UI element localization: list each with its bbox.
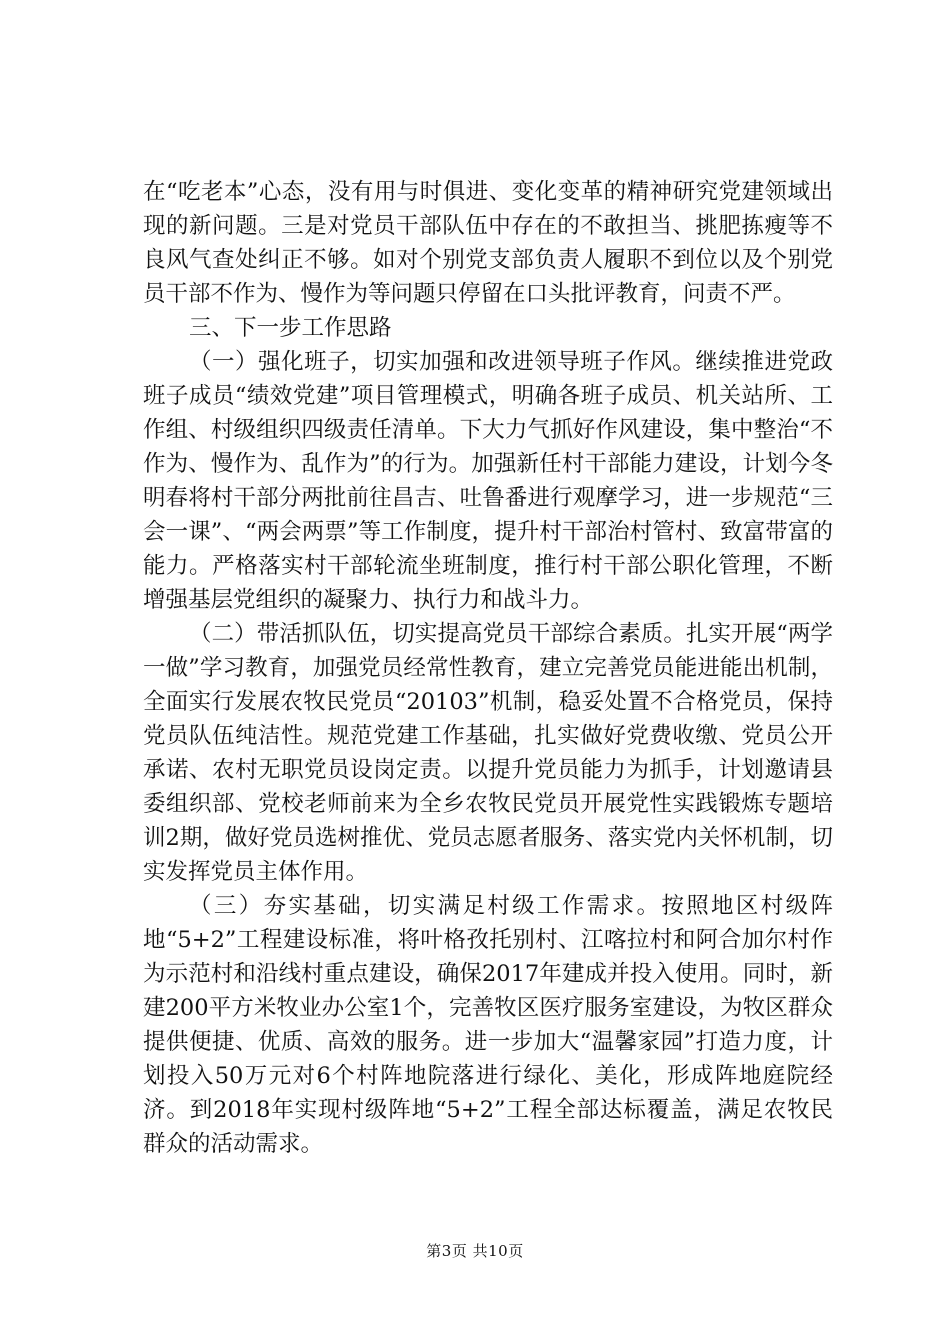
section-heading: 三、下一步工作思路 xyxy=(189,315,392,341)
page-number-footer: 第3页 共10页 xyxy=(426,1242,524,1260)
document-body xyxy=(143,175,833,1161)
paragraph-1: （一）强化班子，切实加强和改进领导班子作风。继续推进党政班子成员“绩效党建”项目管理模式，明确各班子成员、机关站所、工作组、村级组织四级责任清单。下大力气抓好作风建设，集中整治“不作为、慢作为、乱作为”的行为。加强新任村干部能力建设，计划今冬明春将村干部分两批前往昌吉、吐鲁番进行观摩学习，进一步规范“三会一课”、“两会两票”等工作制度，提升村干部治村管村、致富带富的能力。严格落实村干部轮流坐班制度，推行村干部公职化管理，不断增强基层党组织的凝聚力、执行力和战斗力。 xyxy=(143,349,833,613)
paragraph-2: （二）带活抓队伍，切实提高党员干部综合素质。扎实开展“两学一做”学习教育，加强党员经常性教育，建立完善党员能进能出机制，全面实行发展农牧民党员“20103”机制，稳妥处置不合格党员，保持党员队伍纯洁性。规范党建工作基础，扎实做好党费收缴、党员公开承诺、农村无职党员设岗定责。以提升党员能力为抓手，计划邀请县委组织部、党校老师前来为全乡农牧民党员开展党性实践锻炼专题培训2期，做好党员选树推优、党员志愿者服务、落实党内关怀机制，切实发挥党员主体作用。 xyxy=(143,621,833,885)
paragraph-3: （三）夯实基础，切实满足村级工作需求。按照地区村级阵地“5+2”工程建设标准，将叶格孜托别村、江喀拉村和阿合加尔村作为示范村和沿线村重点建设，确保2017年建成并投入使用。同时，新建200平方米牧业办公室1个，完善牧区医疗服务室建设，为牧区群众提供便捷、优质、高效的服务。进一步加大“温馨家园”打造力度，计划投入50万元对6个村阵地院落进行绿化、美化，形成阵地庭院经济。到2018年实现村级阵地“5+2”工程全部达标覆盖，满足农牧民群众的活动需求。 xyxy=(143,893,833,1157)
paragraph-continued: 在“吃老本”心态，没有用与时俱进、变化变革的精神研究党建领域出现的新问题。三是对党员干部队伍中存在的不敢担当、挑肥拣瘦等不良风气查处纠正不够。如对个别党支部负责人履职不到位以及个别党员干部不作为、慢作为等问题只停留在口头批评教育，问责不严。 xyxy=(143,179,833,307)
